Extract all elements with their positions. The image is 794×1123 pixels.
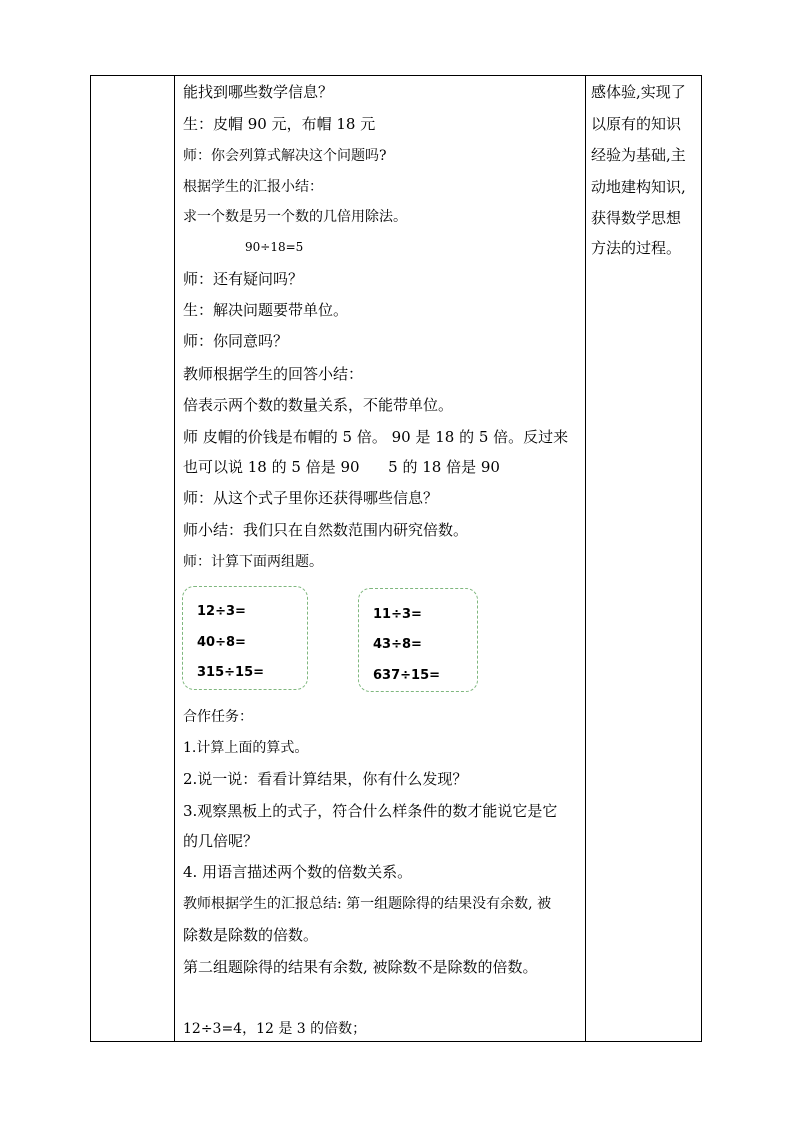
text-line: 合作任务： [183,709,253,725]
equation: 11÷3= [373,607,422,622]
text-line: 师：还有疑问吗？ [183,270,304,288]
exercise-group-1 [182,586,308,690]
text-line: 求一个数是另一个数的几倍用除法。 [183,209,407,225]
equation: 40÷8= [197,635,246,650]
text-line: 师：从这个式子里你还获得哪些信息？ [183,489,439,507]
text-line: 的几倍呢？ [183,832,259,850]
equation: 12÷3= [197,604,246,619]
text-line: 根据学生的汇报小结： [183,179,323,195]
text-line: 动地建构知识, [591,178,686,196]
text-line: 生：皮帽 90 元，布帽 18 元 [183,115,376,133]
text-line: 4. 用语言描述两个数的倍数关系。 [183,863,413,881]
text-line: 教师根据学生的汇报总结: 第一组题除得的结果没有余数, 被 [183,896,552,912]
equation: 90÷18=5 [245,240,304,254]
text-line: 2.说一说：看看计算结果，你有什么发现？ [183,770,468,788]
column-divider [585,76,586,1041]
text-line: 倍表示两个数的数量关系，不能带单位。 [183,396,454,414]
text-line: 也可以说 18 的 5 倍是 90 5 的 18 倍是 90 [183,458,500,476]
column-divider [174,76,175,1041]
text-line: 教师根据学生的回答小结： [183,365,364,383]
lesson-table [90,75,702,1042]
text-line: 师：你同意吗？ [183,332,289,350]
text-line: 能找到哪些数学信息？ [183,83,334,101]
text-line: 除数是除数的倍数。 [183,926,319,944]
text-line: 师：计算下面两组题。 [183,554,323,570]
text-line: 12÷3=4，12 是 3 的倍数； [183,1021,367,1037]
text-line: 1.计算上面的算式。 [183,740,309,756]
exercise-group-2 [358,588,478,692]
text-line: 方法的过程。 [591,239,682,257]
equation: 315÷15= [197,665,265,680]
text-line: 师 皮帽的价钱是布帽的 5 倍。 90 是 18 的 5 倍。反过来 [183,428,569,446]
text-line: 以原有的知识 [591,115,682,133]
text-line: 师：你会列算式解决这个问题吗? [183,148,387,164]
text-line: 感体验,实现了 [591,83,686,101]
text-line: 获得数学思想 [591,209,682,227]
text-line: 第二组题除得的结果有余数, 被除数不是除数的倍数。 [183,958,538,976]
text-line: 生：解决问题要带单位。 [183,301,349,319]
text-line: 师小结：我们只在自然数范围内研究倍数。 [183,521,469,539]
equation: 637÷15= [373,668,441,683]
text-line: 3.观察黑板上的式子，符合什么样条件的数才能说它是它 [183,802,558,820]
equation: 43÷8= [373,637,422,652]
text-line: 经验为基础,主 [591,146,686,164]
